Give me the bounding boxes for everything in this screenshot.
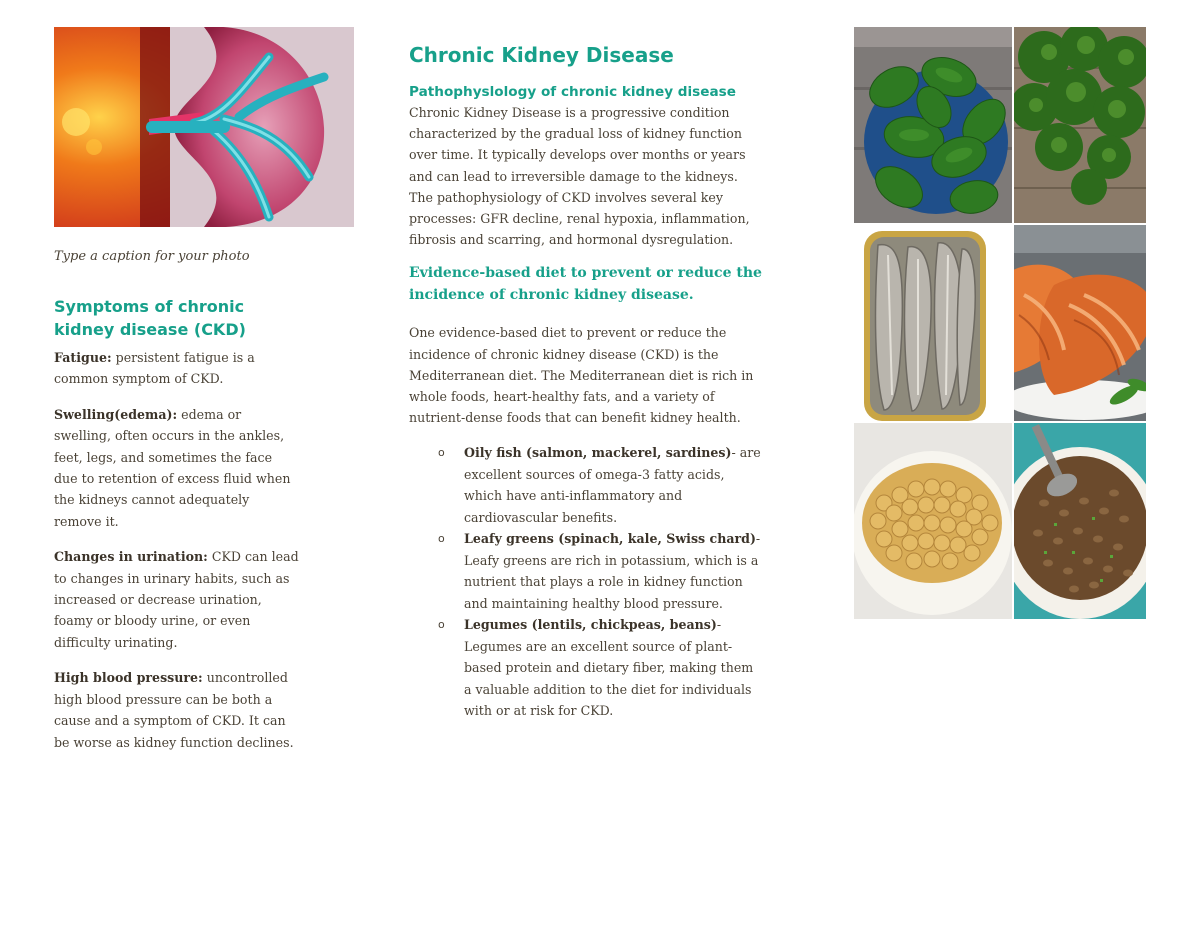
sardines-photo [854,225,1012,421]
pathophysiology-heading: Pathophyslology of chronic kidney disease [409,84,736,100]
symptoms-heading: Symptoms of chronic kidney disease (CKD) [54,297,246,339]
bullet-icon: o [438,446,445,460]
spinach-photo [854,27,1012,223]
symptom-item [54,347,299,390]
symptom-item [54,667,299,753]
diet-item-term: Oily fish (salmon, mackerel, sardines) [464,445,732,461]
pathophysiology-text: Chronic Kidney Disease is a progressive condition characterized by the gradual loss of kidney function over time. It typically develops over months or years and can lead to irreversible damage to the kidneys. The pathophysiology of CKD involves several key processes: GFR decline, renal hypoxia, inflammation, fibrosis and scarring, and hormonal dysregulation. [409,105,750,248]
left-column [54,27,354,767]
photo-caption: Type a caption for your photo [54,249,250,264]
symptom-item [54,546,299,653]
symptom-term: Swelling(edema): [54,406,178,422]
symptom-text: persistent fatigue is a common symptom of CKD. [54,350,255,387]
page-title: Chronic Kidney Disease [409,43,674,67]
kale-photo [1014,27,1146,223]
chickpeas-photo [854,423,1012,619]
symptom-term: Changes in urination: [54,549,208,565]
middle-column [409,40,765,722]
diet-item-term: Leafy greens (spinach, kale, Swiss chard) [464,531,756,547]
symptom-term: Fatigue: [54,350,112,365]
lentils-photo [1014,423,1146,619]
bullet-icon: o [438,532,445,546]
diet-list-item [409,442,764,528]
diet-item-text: - Legumes are an excellent source of plant-based protein and dietary fiber, making them a valuable addition to the diet for individuals with or at risk for CKD. [464,617,754,719]
salmon-photo [1014,225,1146,421]
diet-item-term: Legumes (lentils, chickpeas, beans) [464,617,717,633]
symptom-term: High blood pressure: [54,670,203,686]
diet-item-text: - Leafy greens are rich in potassium, which is a nutrient that plays a role in kidney function and maintaining healthy blood pressure. [464,531,761,611]
symptom-text: CKD can lead to changes in urinary habits, such as increased or decrease urination, foamy or bloody urine, or even difficulty urinating. [54,549,299,650]
kidney-illustration-image [54,27,354,227]
symptoms-list [54,347,354,753]
diet-list-item [409,614,764,722]
symptom-item [54,404,299,532]
diet-intro-text: One evidence-based diet to prevent or reduce the incidence of chronic kidney disease (CKD) is the Mediterranean diet. The Mediterranean diet is rich in whole foods, heart-healthy fats, and a variety of nutrient-dense foods that can benefit kidney health. [409,325,754,426]
diet-list [409,442,765,722]
symptom-text: edema or swelling, often occurs in the ankles, feet, legs, and sometimes the face due to retention of excess fluid when the kidneys cannot adequately remove it. [54,406,291,529]
bullet-icon: o [438,618,445,632]
diet-item-text: - are excellent sources of omega-3 fatty acids, which have anti-inflammatory and cardiovascular benefits. [464,445,761,525]
symptom-text: uncontrolled high blood pressure can be both a cause and a symptom of CKD. It can be worse as kidney function declines. [54,670,294,750]
diet-heading: Evidence-based diet to prevent or reduce the incidence of chronic kidney disease. [409,265,762,304]
diet-list-item [409,528,764,614]
food-photo-collage [854,27,1146,619]
